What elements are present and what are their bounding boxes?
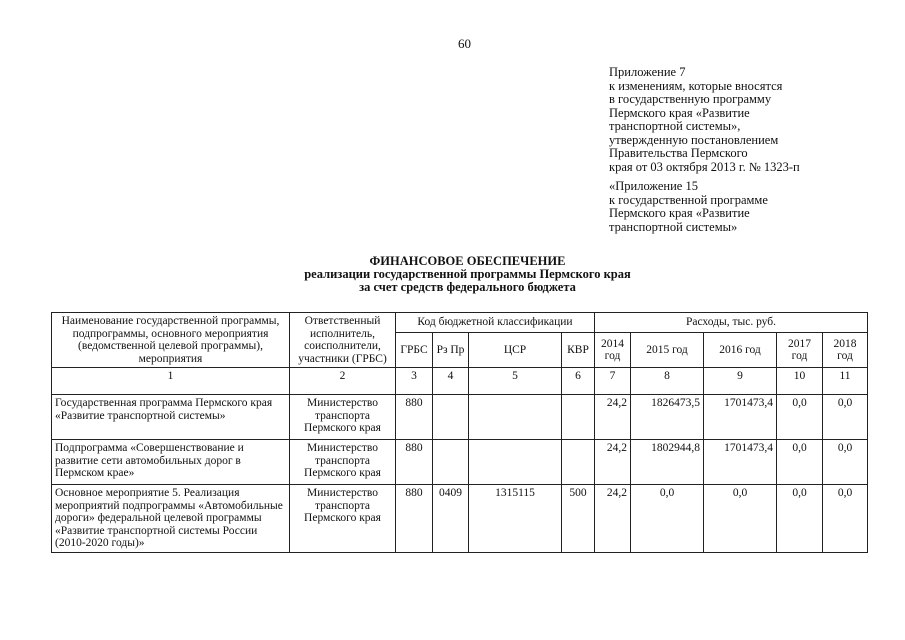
header-grbs: ГРБС — [396, 333, 433, 368]
appendix-line: транспортной системы», — [609, 119, 741, 133]
row-kvr — [562, 395, 595, 440]
row-grbs: 880 — [396, 485, 433, 553]
table-row — [52, 440, 868, 485]
title-line-1: ФИНАНСОВОЕ ОБЕСПЕЧЕНИЕ — [369, 254, 566, 268]
table-row — [52, 485, 868, 553]
row-2018: 0,0 — [823, 485, 868, 553]
header-2014: 2014 год — [595, 333, 631, 368]
row-2014: 24,2 — [595, 395, 631, 440]
appendix-line: Пермского края «Развитие — [609, 105, 750, 120]
appendix-line: в государственную программу — [609, 92, 772, 106]
column-number: 2 — [290, 368, 396, 395]
appendix-line: Приложение 7 — [609, 65, 686, 79]
header-executor: Ответственный исполнитель, соисполнители, участники (ГРБС) — [290, 313, 396, 368]
row-2015: 1826473,5 — [631, 395, 704, 440]
header-expenses: Расходы, тыс. руб. — [595, 313, 868, 333]
row-2014: 24,2 — [595, 485, 631, 553]
page-number: 60 — [458, 36, 471, 51]
row-csr — [469, 395, 562, 440]
header-kvr: КВР — [562, 333, 595, 368]
row-executor: Министерство транспорта Пермского края — [290, 485, 396, 553]
row-2016: 0,0 — [704, 485, 777, 553]
appendix-line: «Приложение 15 — [609, 179, 698, 193]
header-rzpr: Рз Пр — [433, 333, 469, 368]
row-rzpr — [433, 440, 469, 485]
row-grbs: 880 — [396, 440, 433, 485]
title-line-2: реализации государственной программы Пермского края — [304, 267, 631, 281]
header-2015: 2015 год — [631, 333, 704, 368]
row-name: Государственная программа Пермского края «Развитие транспортной системы» — [52, 395, 290, 440]
row-kvr: 500 — [562, 485, 595, 553]
row-2015: 1802944,8 — [631, 440, 704, 485]
row-executor: Министерство транспорта Пермского края — [290, 440, 396, 485]
header-budget-code: Код бюджетной классификации — [396, 313, 595, 333]
column-number: 11 — [823, 368, 868, 395]
title-line-3: за счет средств федерального бюджета — [359, 280, 576, 294]
table-row — [52, 395, 868, 440]
row-grbs: 880 — [396, 395, 433, 440]
header-csr: ЦСР — [469, 333, 562, 368]
financing-table — [51, 312, 868, 553]
row-rzpr: 0409 — [433, 485, 469, 553]
column-number: 7 — [595, 368, 631, 395]
column-number: 1 — [52, 368, 290, 395]
appendix-line: края от 03 октября 2013 г. № 1323-п — [609, 159, 800, 174]
column-number: 4 — [433, 368, 469, 395]
column-number: 10 — [777, 368, 823, 395]
header-2018: 2018 год — [823, 333, 868, 368]
appendix-line: утвержденную постановлением — [609, 132, 779, 147]
column-numbers-row — [52, 368, 868, 395]
row-csr — [469, 440, 562, 485]
appendix-line: к государственной программе — [609, 192, 768, 207]
column-number: 6 — [562, 368, 595, 395]
column-number: 3 — [396, 368, 433, 395]
row-executor: Министерство транспорта Пермского края — [290, 395, 396, 440]
header-2017: 2017 год — [777, 333, 823, 368]
column-number: 8 — [631, 368, 704, 395]
header-name: Наименование государственной программы, подпрограммы, основного мероприятия (ведомственной целевой программы), мероприятия — [52, 313, 290, 368]
appendix-note-2 — [609, 180, 899, 234]
row-2014: 24,2 — [595, 440, 631, 485]
row-2016: 1701473,4 — [704, 440, 777, 485]
row-name: Подпрограмма «Совершенствование и развитие сети автомобильных дорог в Пермском крае» — [52, 440, 290, 485]
header-2016: 2016 год — [704, 333, 777, 368]
appendix-note — [609, 66, 899, 174]
row-name: Основное мероприятие 5. Реализация мероприятий подпрограммы «Автомобильные дороги» федеральной целевой программы «Развитие транспортной системы России (2010-2020 годы)» — [52, 485, 290, 553]
appendix-line: Правительства Пермского — [609, 146, 748, 160]
row-csr: 1315115 — [469, 485, 562, 553]
appendix-line: транспортной системы» — [609, 219, 738, 234]
row-2018: 0,0 — [823, 440, 868, 485]
header-row-1 — [52, 313, 868, 333]
appendix-line: Пермского края «Развитие — [609, 206, 750, 220]
column-number: 5 — [469, 368, 562, 395]
row-2017: 0,0 — [777, 485, 823, 553]
appendix-line: к изменениям, которые вносятся — [609, 78, 783, 93]
row-rzpr — [433, 395, 469, 440]
document-title — [200, 255, 735, 294]
row-2017: 0,0 — [777, 395, 823, 440]
column-number: 9 — [704, 368, 777, 395]
row-2015: 0,0 — [631, 485, 704, 553]
row-2017: 0,0 — [777, 440, 823, 485]
row-2018: 0,0 — [823, 395, 868, 440]
row-kvr — [562, 440, 595, 485]
row-2016: 1701473,4 — [704, 395, 777, 440]
